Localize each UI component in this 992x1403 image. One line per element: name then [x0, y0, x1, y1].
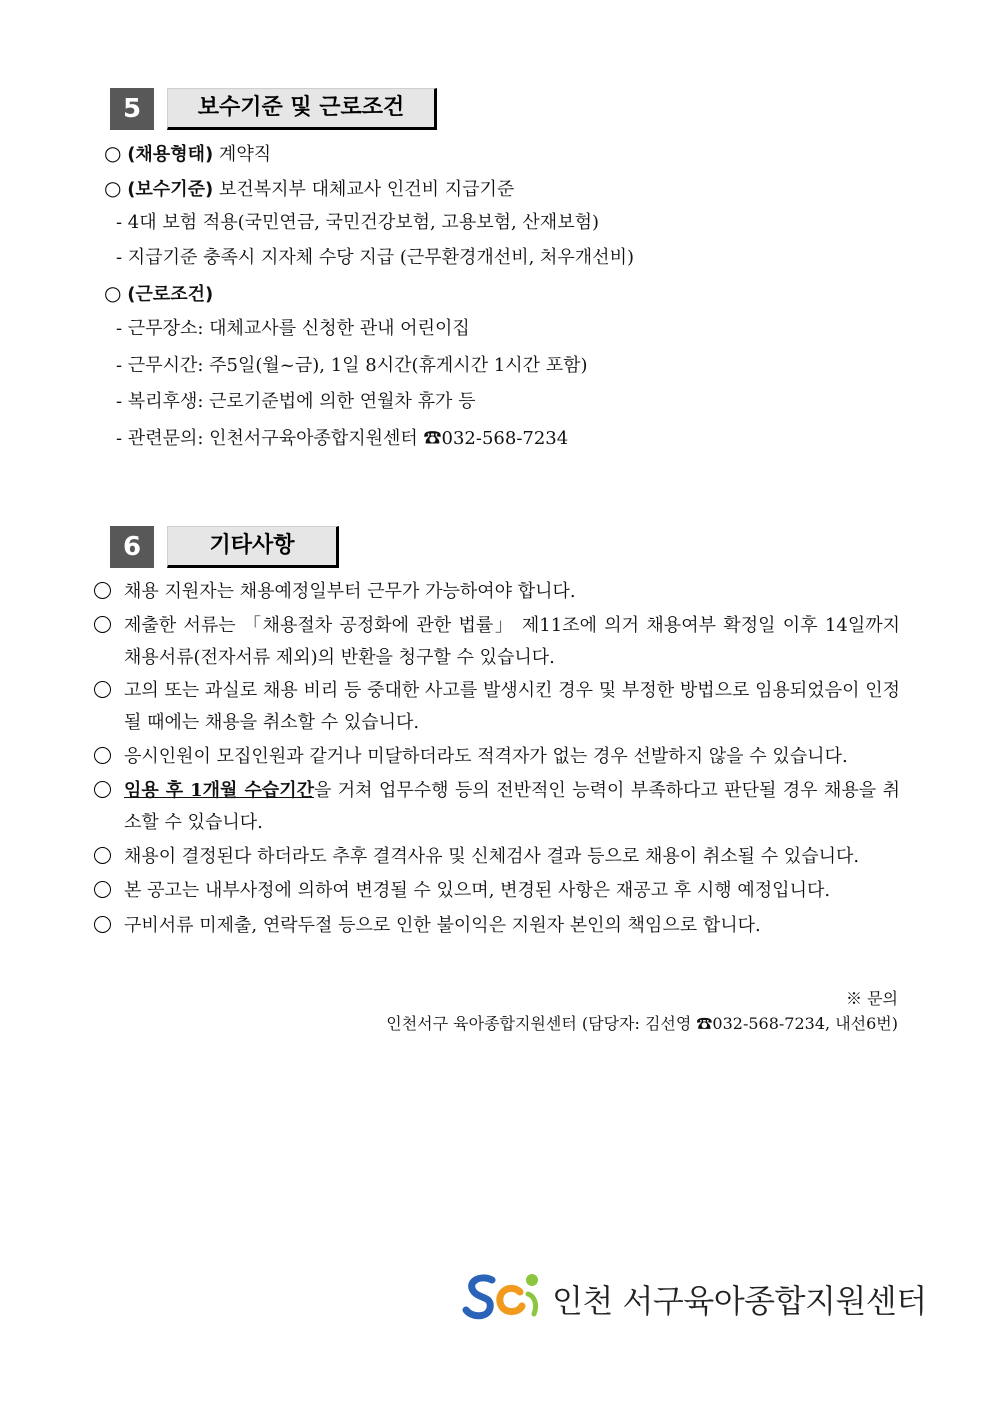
notice-item: [94, 875, 900, 907]
center-logo-icon: [462, 1266, 546, 1324]
notice-item: [94, 610, 900, 674]
line-text: 계약직: [213, 144, 272, 165]
notice-item: [94, 910, 900, 942]
notice-text: 구비서류 미제출, 연락두절 등으로 인한 불이익은 지원자 본인의 책임으로 합니다.: [124, 915, 761, 936]
insurance-line: - 4대 보험 적용(국민연금, 국민건강보험, 고용보험, 산재보험): [116, 212, 599, 233]
pay-standard-line: [104, 175, 514, 203]
notice-text: 본 공고는 내부사정에 의하여 변경될 수 있으며, 변경된 사항은 재공고 후 시행 예정입니다.: [124, 880, 831, 901]
notice-item: [94, 675, 900, 739]
section-title: 기타사항: [167, 526, 339, 568]
notice-item: [94, 841, 900, 873]
circle-bullet-icon: [94, 582, 111, 599]
contact-heading: ※ 문의: [846, 989, 898, 1008]
circle-bullet-icon: [94, 681, 111, 698]
line-label: (채용형태): [127, 144, 214, 165]
circle-bullet-icon: [94, 616, 111, 633]
inquiry-line: - 관련문의: 인천서구육아종합지원센터 ☎032-568-7234: [116, 428, 569, 449]
working-hours-line: - 근무시간: 주5일(월~금), 1일 8시간(휴게시간 1시간 포함): [116, 355, 588, 376]
circle-bullet-icon: [94, 881, 111, 898]
contact-info: 인천서구 육아종합지원센터 (담당자: 김선영 ☎032-568-7234, 내선6번): [386, 1014, 898, 1033]
circle-bullet-icon: [94, 747, 111, 764]
notice-text-rest: 을 거쳐 업무수행 등의 전반적인 능력이 부족하다고 판단될 경우 채용을 취소할 수 있습니다.: [124, 780, 900, 833]
center-logo: [462, 1266, 927, 1326]
notice-text: 채용 지원자는 채용예정일부터 근무가 가능하여야 합니다.: [124, 581, 576, 602]
notice-item: [94, 741, 900, 773]
benefits-line: - 복리후생: 근로기준법에 의한 연월차 휴가 등: [116, 391, 476, 412]
line-label: (근로조건): [127, 284, 214, 305]
workplace-line: - 근무장소: 대체교사를 신청한 관내 어린이집: [116, 318, 470, 339]
allowance-line: - 지급기준 충족시 지자체 수당 지급 (근무환경개선비, 처우개선비): [116, 247, 634, 268]
circle-bullet-icon: [94, 916, 111, 933]
notice-text: [124, 775, 900, 839]
center-logo-text: 인천 서구육아종합지원센터: [552, 1282, 927, 1320]
circle-bullet-icon: ○: [104, 176, 122, 200]
section-number: 6: [110, 526, 154, 568]
probation-underline: 임용 후 1개월 수습기간: [124, 780, 314, 801]
circle-bullet-icon: [94, 847, 111, 864]
section-title: 보수기준 및 근로조건: [167, 88, 437, 130]
circle-bullet-icon: ○: [104, 281, 122, 305]
working-conditions-line: [104, 280, 213, 308]
line-text: 보건복지부 대체교사 인건비 지급기준: [213, 179, 515, 200]
notice-text: 고의 또는 과실로 채용 비리 등 중대한 사고를 발생시킨 경우 및 부정한 방법으로 임용되었음이 인정될 때에는 채용을 취소할 수 있습니다.: [124, 680, 900, 733]
section-number: 5: [110, 88, 154, 130]
notice-item: [94, 576, 900, 608]
circle-bullet-icon: ○: [104, 141, 122, 165]
notice-text: 응시인원이 모집인원과 같거나 미달하더라도 적격자가 없는 경우 선발하지 않을 수 있습니다.: [124, 746, 848, 767]
circle-bullet-icon: [94, 781, 111, 798]
line-label: (보수기준): [127, 179, 214, 200]
notice-item: [94, 775, 900, 839]
employment-type-line: [104, 140, 271, 168]
notice-text: 채용이 결정된다 하더라도 추후 결격사유 및 신체검사 결과 등으로 채용이 취소될 수 있습니다.: [124, 846, 860, 867]
notice-text: 제출한 서류는 「채용절차 공정화에 관한 법률」 제11조에 의거 채용여부 확정일 이후 14일까지 채용서류(전자서류 제외)의 반환을 청구할 수 있습니다.: [124, 615, 900, 668]
